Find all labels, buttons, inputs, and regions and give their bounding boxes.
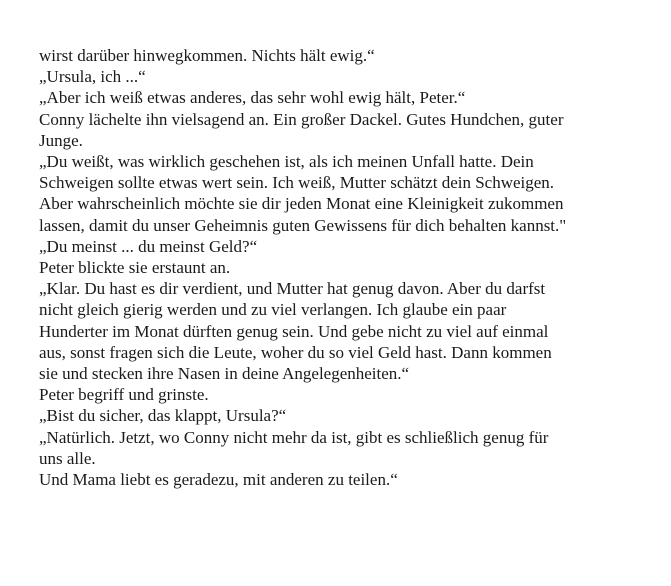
text-line: „Du weißt, was wirklich geschehen ist, als ich meinen Unfall hatte. Dein xyxy=(39,152,534,172)
text-line: „Natürlich. Jetzt, wo Conny nicht mehr da ist, gibt es schließlich genug für xyxy=(39,427,549,447)
text-line: „Klar. Du hast es dir verdient, und Mutter hat genug davon. Aber du darfst xyxy=(39,279,546,299)
text-line: Conny lächelte ihn vielsagend an. Ein großer Dackel. Gutes Hundchen, guter xyxy=(39,109,564,129)
text-line: Aber wahrscheinlich möchte sie dir jeden Monat eine Kleinigkeit zukommen xyxy=(39,194,564,214)
text-line: Hunderter im Monat dürften genug sein. Und gebe nicht zu viel auf einmal xyxy=(39,321,549,341)
text-line: aus, sonst fragen sich die Leute, woher du so viel Geld hast. Dann kommen xyxy=(39,342,552,362)
text-line: uns alle. xyxy=(39,448,96,468)
text-line: Junge. xyxy=(39,130,83,150)
text-line: „Aber ich weiß etwas anderes, das sehr wohl ewig hält, Peter.“ xyxy=(39,88,466,108)
text-line: sie und stecken ihre Nasen in deine Angelegenheiten.“ xyxy=(39,364,410,384)
text-line: „Ursula, ich ...“ xyxy=(39,67,146,87)
text-line: „Bist du sicher, das klappt, Ursula?“ xyxy=(39,406,287,426)
text-line: Peter begriff und grinste. xyxy=(39,385,209,405)
text-line: Peter blickte sie erstaunt an. xyxy=(39,258,231,278)
text-line: Schweigen sollte etwas wert sein. Ich weiß, Mutter schätzt dein Schweigen. xyxy=(39,173,555,193)
text-line: lassen, damit du unser Geheimnis guten Gewissens für dich behalten kannst." xyxy=(39,215,567,235)
text-line: Und Mama liebt es geradezu, mit anderen zu teilen.“ xyxy=(39,470,398,490)
text-line: nicht gleich gierig werden und zu viel verlangen. Ich glaube ein paar xyxy=(39,300,507,320)
document-page xyxy=(39,45,639,490)
text-line: „Du meinst ... du meinst Geld?“ xyxy=(39,236,258,256)
text-line: wirst darüber hinwegkommen. Nichts hält ewig.“ xyxy=(39,46,375,65)
